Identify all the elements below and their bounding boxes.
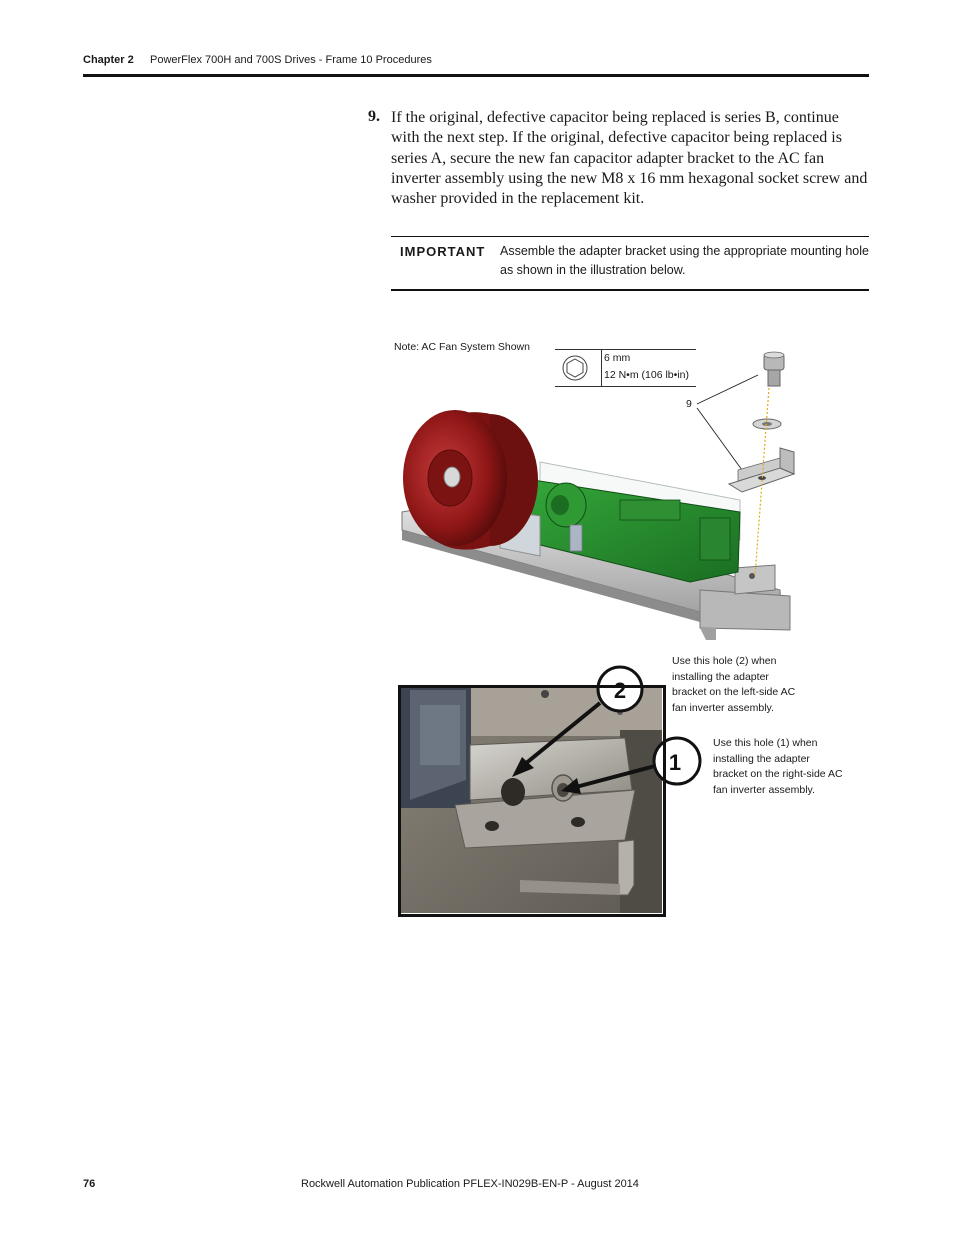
publication-info: Rockwell Automation Publication PFLEX-IN029B-EN-P - August 2014 xyxy=(301,1178,639,1190)
leader-bracket xyxy=(697,408,742,470)
important-label: IMPORTANT xyxy=(400,244,486,259)
marker-2-label: 2 xyxy=(613,678,627,703)
socket-screw xyxy=(764,352,784,386)
caption-hole-1: Use this hole (1) when installing the adapter bracket on the right-side AC fan inverter assembly. xyxy=(713,737,843,797)
important-text: Assemble the adapter bracket using the appropriate mounting hole as shown in the illustration below. xyxy=(500,244,869,277)
spec-size: 6 mm xyxy=(604,352,631,364)
header-chapter: Chapter 2 xyxy=(83,54,134,66)
callout-9: 9 xyxy=(686,398,692,410)
step-number: 9. xyxy=(368,108,380,125)
step-text: If the original, defective capacitor being replaced is series B, continue with the next step. If the original, defective capacitor being replaced is series A, secure the new fan capacitor adapter bracket to the AC fan inverter assembly using the new M8 x 16 mm hexagonal socket screw and washer provided in the replacement kit. xyxy=(391,109,868,208)
red-fan xyxy=(403,410,538,550)
hex-socket-icon xyxy=(563,356,587,380)
leader-screw xyxy=(697,375,758,404)
figure-note: Note: AC Fan System Shown xyxy=(394,341,530,353)
photo-frame xyxy=(398,685,666,917)
page-number: 76 xyxy=(83,1178,96,1190)
spec-torque: 12 N•m (106 lb•in) xyxy=(604,369,689,381)
header-title: PowerFlex 700H and 700S Drives - Frame 10 Procedures xyxy=(150,54,432,66)
marker-1-label: 1 xyxy=(668,750,682,775)
caption-hole-2: Use this hole (2) when installing the adapter bracket on the left-side AC fan inverter assembly. xyxy=(672,655,796,715)
